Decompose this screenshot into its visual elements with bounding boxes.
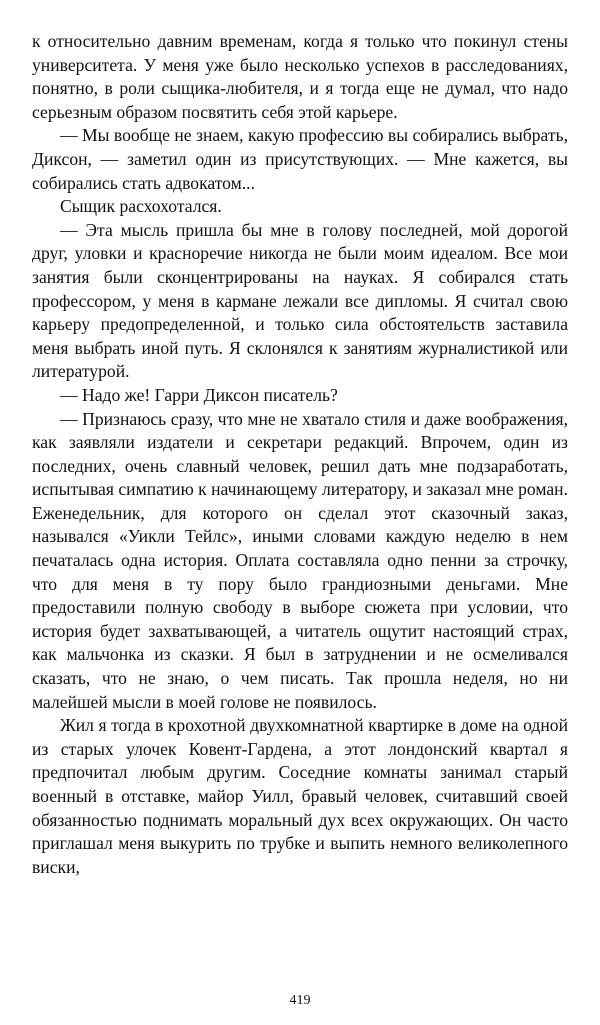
paragraph-dialog: — Эта мысль пришла бы мне в голову последней, мой дорогой друг, уловки и красноречие никогда не были моим идеалом. Все мои занятия были сконцентрированы на науках. Я собирался стать профессором, у меня в кармане лежали все дипломы. Я считал свою карьеру предопределенной, и только сила обстоятельств заставила меня выбрать иной путь. Я склонялся к занятиям журналистикой или литературой. — [32, 219, 568, 382]
paragraph-dialog: — Надо же! Гарри Диксон писатель? — [60, 384, 338, 405]
paragraph-narration: Сыщик расхохотался. — [60, 196, 222, 217]
paragraph-continuation: к относительно давним временам, когда я только что покинул стены университета. У меня уже было несколько успехов в расследованиях, понятно, в роли сыщика-любителя, и я тогда еще не думал, что надо серьезным образом посвятить себя этой карьере. — [32, 31, 568, 122]
paragraph-dialog: — Признаюсь сразу, что мне не хватало стиля и даже воображения, как заявляли издатели и секретари редакций. Впрочем, один из последних, очень славный человек, решил дать мне подзаработать, испытывая симпатию к начинающему литератору, и заказал мне роман. Еженедельник, для которого он сделал этот сказочный заказ, назывался «Уикли Тейлс», иными словами каждую неделю в нем печаталась одна история. Оплата составляла одно пенни за строчку, что для меня в ту пору было грандиозными деньгами. Мне предоставили полную свободу в выборе сюжета при условии, что история будет захватывающей, а читатель ощутит настоящий страх, как мальчонка из сказки. Я был в затруднении и не осмеливался сказать, что не знаю, о чем писать. Так прошла неделя, но ни малейшей мысли в моей голове не появилось. — [32, 408, 568, 712]
paragraph-dialog: — Мы вообще не знаем, какую профессию вы собирались выбрать, Диксон, — заметил один из присутствующих. — Мне кажется, вы собирались стать адвокатом... — [32, 125, 568, 193]
page-number: 419 — [289, 993, 311, 1008]
book-page-text — [32, 30, 568, 980]
paragraph-narration: Жил я тогда в крохотной двухкомнатной квартирке в доме на одной из старых улочек Ковент-Гардена, а этот лондонский квартал я предпочитал любым другим. Соседние комнаты занимал старый военный в отставке, майор Уилл, бравый человек, считавший своей обязанностью поднимать моральный дух всех окружающих. Он часто приглашал меня выкурить по трубке и выпить немного великолепного виски, — [32, 715, 568, 877]
